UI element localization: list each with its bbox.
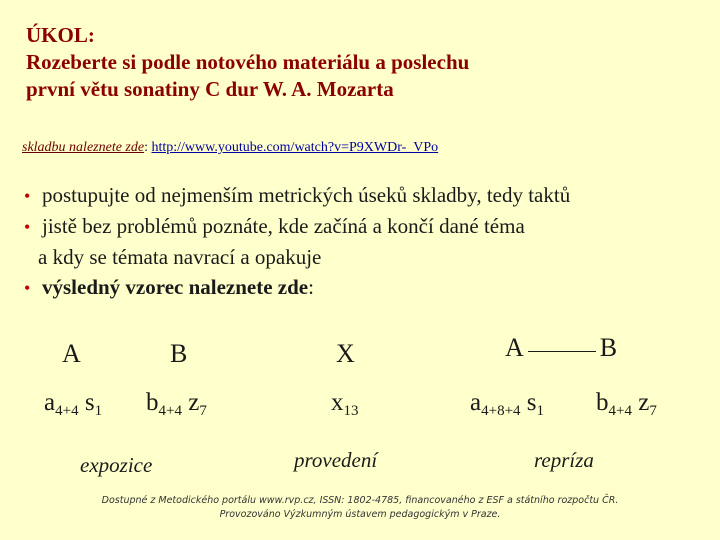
title-line-1: ÚKOL: — [26, 23, 95, 47]
section-development: provedení — [294, 448, 378, 472]
footer-line-1: Dostupné z Metodického portálu www.rvp.cz, ISSN: 1802-4785, financovaného z ESF a státního rozpočtu ČR. — [101, 495, 619, 506]
bullet-icon: • — [24, 186, 31, 206]
title-line-2: Rozeberte si podle notového materiálu a poslechu — [26, 50, 470, 74]
list-item-colon: : — [308, 275, 314, 299]
footer-credits — [0, 494, 720, 522]
footer-line-2: Provozováno Výzkumným ústavem pedagogickým v Praze. — [219, 509, 501, 520]
list-item-continuation: a kdy se témata navrací a opakuje — [38, 245, 322, 269]
formula-x: $x_{13}$ — [331, 389, 359, 419]
bullet-icon: • — [24, 278, 31, 298]
instruction-list — [24, 180, 570, 303]
list-item — [24, 272, 570, 303]
list-item — [24, 180, 570, 211]
list-item-text: výsledný vzorec naleznete zde — [42, 275, 309, 299]
source-separator: : — [144, 140, 148, 155]
source-line — [22, 140, 438, 156]
form-letter-a1: A — [62, 339, 81, 368]
form-letter-b1: B — [170, 339, 188, 368]
formula-b2: $b_{4+4}$ $z_7$ — [596, 389, 657, 419]
section-exposition: expozice — [80, 453, 153, 477]
reprise-header — [505, 333, 617, 363]
list-item-text: postupujte od nejmenším metrických úseků skladby, tedy taktů — [42, 183, 571, 207]
source-label: skladbu naleznete zde — [22, 140, 145, 155]
formula-a2: $a_{4+8+4}$ $s_1$ — [470, 389, 545, 419]
task-title — [26, 22, 469, 103]
formula-a1: $a_{4+4}$ $s_1$ — [44, 389, 103, 419]
list-item-text: jistě bez problémů poznáte, kde začíná a končí dané téma — [42, 214, 525, 238]
youtube-link[interactable]: http://www.youtube.com/watch?v=P9XWDr-_VPo — [151, 140, 439, 155]
form-letter-a2: A — [505, 333, 524, 362]
form-letter-b2: B — [599, 333, 618, 362]
section-recapitulation: repríza — [534, 448, 594, 472]
list-item — [24, 211, 570, 242]
connector-line — [528, 351, 596, 352]
bullet-icon: • — [24, 217, 31, 237]
title-line-3: první větu sonatiny C dur W. A. Mozarta — [26, 77, 394, 101]
formula-b1: $b_{4+4}$ $z_7$ — [146, 389, 207, 419]
form-letter-x: X — [336, 339, 355, 368]
